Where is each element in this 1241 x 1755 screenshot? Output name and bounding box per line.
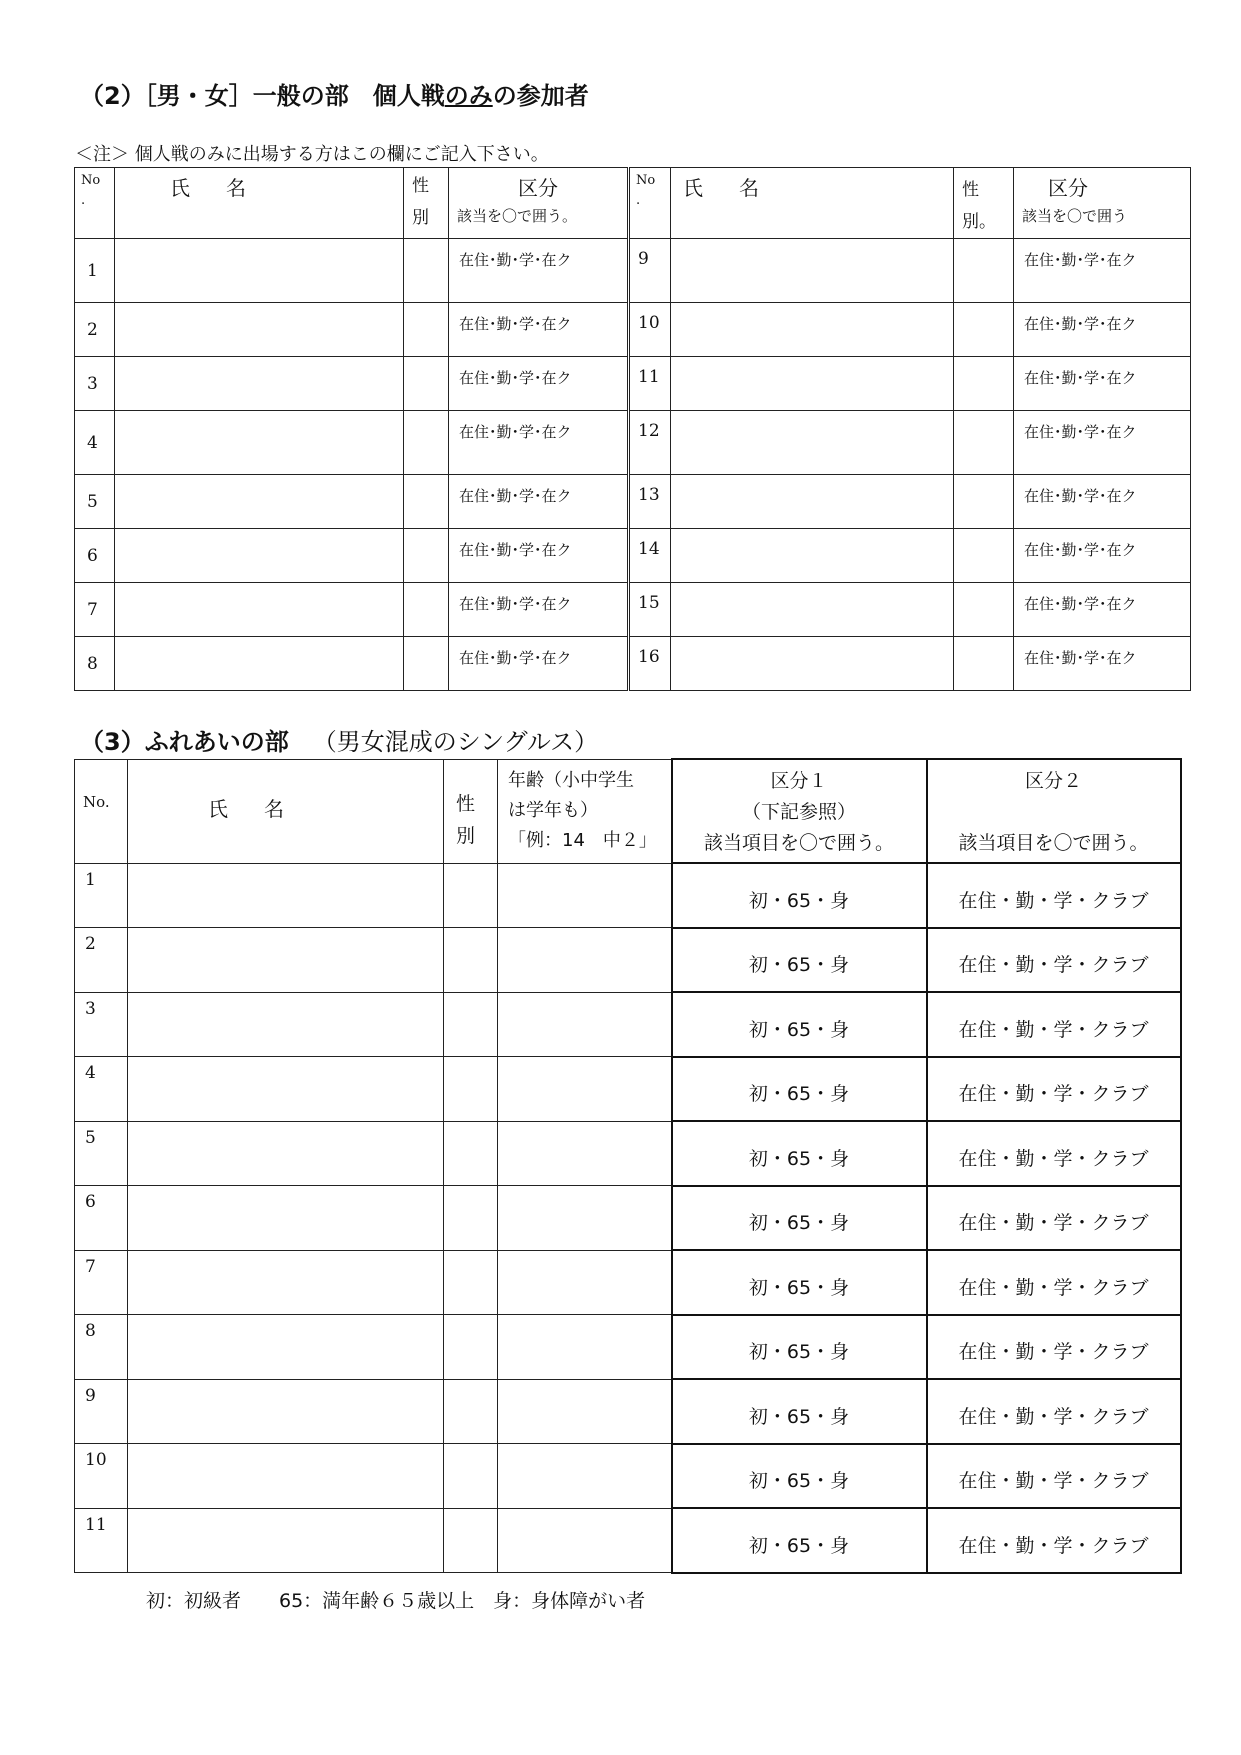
name-field[interactable] bbox=[115, 475, 404, 529]
row-number: 6 bbox=[75, 1186, 128, 1251]
sex-field[interactable] bbox=[404, 583, 449, 637]
sex-field[interactable] bbox=[404, 411, 449, 475]
sex-field[interactable] bbox=[954, 529, 1014, 583]
name-field[interactable] bbox=[128, 863, 444, 928]
kubun2-options[interactable]: 在住・勤・学・クラブ bbox=[927, 1508, 1181, 1573]
name-field[interactable] bbox=[128, 1250, 444, 1315]
kubun-legend: 初：初級者 65：満年齢６５歳以上 身：身体障がい者 bbox=[146, 1590, 646, 1612]
individual-row bbox=[75, 637, 1191, 691]
fureai-row bbox=[75, 863, 1181, 928]
name-field[interactable] bbox=[128, 1057, 444, 1122]
name-field[interactable] bbox=[671, 529, 954, 583]
fureai-entry-table bbox=[74, 758, 1182, 1574]
fureai-row bbox=[75, 1186, 1181, 1251]
individual-row bbox=[75, 529, 1191, 583]
kubun-options[interactable]: 在住･勤･学･在ク bbox=[449, 357, 629, 411]
header-name: 氏 名 bbox=[128, 759, 444, 863]
name-field[interactable] bbox=[128, 992, 444, 1057]
row-number: 14 bbox=[629, 529, 671, 583]
name-field[interactable] bbox=[128, 1186, 444, 1251]
fureai-row bbox=[75, 1121, 1181, 1186]
age-field[interactable] bbox=[498, 1250, 672, 1315]
name-field[interactable] bbox=[115, 239, 404, 303]
header-kubun1: 区分１ （下記参照） 該当項目を〇で囲う。 bbox=[672, 759, 927, 863]
row-number: 12 bbox=[629, 411, 671, 475]
name-field[interactable] bbox=[128, 1121, 444, 1186]
header-sex: 性 別 bbox=[444, 759, 498, 863]
kubun1-options[interactable]: 初・65・身 bbox=[672, 1057, 927, 1122]
fureai-row bbox=[75, 1444, 1181, 1509]
sex-field[interactable] bbox=[444, 928, 498, 993]
name-field[interactable] bbox=[115, 529, 404, 583]
sex-field[interactable] bbox=[404, 529, 449, 583]
sex-field[interactable] bbox=[404, 239, 449, 303]
row-number: 13 bbox=[629, 475, 671, 529]
individual-header-row bbox=[75, 168, 1191, 239]
row-number: 7 bbox=[75, 583, 115, 637]
name-field[interactable] bbox=[115, 637, 404, 691]
sex-field[interactable] bbox=[444, 863, 498, 928]
individual-row bbox=[75, 303, 1191, 357]
fureai-row bbox=[75, 1057, 1181, 1122]
row-number: 1 bbox=[75, 863, 128, 928]
name-field[interactable] bbox=[128, 1379, 444, 1444]
kubun1-options[interactable]: 初・65・身 bbox=[672, 1379, 927, 1444]
name-field[interactable] bbox=[671, 239, 954, 303]
section3-title-text: ）ふれあいの部 bbox=[120, 728, 289, 756]
age-field[interactable] bbox=[498, 1315, 672, 1380]
kubun-options[interactable]: 在住･勤･学･在ク bbox=[449, 637, 629, 691]
age-field[interactable] bbox=[498, 1186, 672, 1251]
section2-note: ＜注＞ 個人戦のみに出場する方はこの欄にご記入下さい。 bbox=[75, 144, 549, 165]
name-field[interactable] bbox=[128, 1444, 444, 1509]
sex-field[interactable] bbox=[954, 411, 1014, 475]
age-field[interactable] bbox=[498, 1444, 672, 1509]
section3-title bbox=[80, 722, 598, 757]
kubun2-options[interactable]: 在住・勤・学・クラブ bbox=[927, 1444, 1181, 1509]
sex-field[interactable] bbox=[444, 1057, 498, 1122]
fureai-row bbox=[75, 1315, 1181, 1380]
kubun-options[interactable]: 在住･勤･学･在ク bbox=[1014, 583, 1191, 637]
row-number: 2 bbox=[75, 928, 128, 993]
kubun1-options[interactable]: 初・65・身 bbox=[672, 1250, 927, 1315]
kubun-options[interactable]: 在住･勤･学･在ク bbox=[449, 583, 629, 637]
row-number: 2 bbox=[75, 303, 115, 357]
header-kubun-label: 区分 bbox=[518, 176, 558, 200]
fureai-row bbox=[75, 1379, 1181, 1444]
sex-field[interactable] bbox=[954, 239, 1014, 303]
individual-entry-table bbox=[74, 167, 1191, 691]
header-kubun-left bbox=[449, 168, 629, 239]
name-field[interactable] bbox=[115, 583, 404, 637]
individual-row bbox=[75, 411, 1191, 475]
header-kubun-right bbox=[1014, 168, 1191, 239]
kubun2-options[interactable]: 在住・勤・学・クラブ bbox=[927, 1186, 1181, 1251]
sex-field[interactable] bbox=[444, 1186, 498, 1251]
row-number: 10 bbox=[75, 1444, 128, 1509]
name-field[interactable] bbox=[115, 411, 404, 475]
kubun2-options[interactable]: 在住・勤・学・クラブ bbox=[927, 1315, 1181, 1380]
name-field[interactable] bbox=[671, 303, 954, 357]
fureai-row bbox=[75, 1250, 1181, 1315]
age-field[interactable] bbox=[498, 863, 672, 928]
individual-row bbox=[75, 583, 1191, 637]
sex-field[interactable] bbox=[954, 637, 1014, 691]
row-number: 1 bbox=[75, 239, 115, 303]
row-number: 11 bbox=[629, 357, 671, 411]
row-number: 15 bbox=[629, 583, 671, 637]
individual-row bbox=[75, 475, 1191, 529]
age-field[interactable] bbox=[498, 1508, 672, 1573]
section2-title-number: 2 bbox=[104, 82, 121, 110]
kubun-options[interactable]: 在住･勤･学･在ク bbox=[449, 411, 629, 475]
age-field[interactable] bbox=[498, 992, 672, 1057]
sex-field[interactable] bbox=[954, 583, 1014, 637]
individual-row bbox=[75, 239, 1191, 303]
section3-title-open: （ bbox=[80, 728, 104, 756]
sex-field[interactable] bbox=[444, 992, 498, 1057]
section2-title-underlined: のみ bbox=[444, 82, 493, 110]
kubun2-options[interactable]: 在住・勤・学・クラブ bbox=[927, 863, 1181, 928]
header-kubun-instruction: 該当を〇で囲う。 bbox=[457, 207, 578, 225]
section3-title-subtitle: （男女混成のシングルス） bbox=[312, 728, 599, 756]
section2-title bbox=[80, 76, 589, 111]
header-sex-left: 性 別 bbox=[404, 168, 449, 239]
kubun-options[interactable]: 在住･勤･学･在ク bbox=[1014, 637, 1191, 691]
fureai-row bbox=[75, 992, 1181, 1057]
header-sex-right: 性 別。 bbox=[954, 168, 1014, 239]
name-field[interactable] bbox=[671, 411, 954, 475]
section2-title-tail: の参加者 bbox=[492, 82, 589, 110]
kubun1-options[interactable]: 初・65・身 bbox=[672, 1315, 927, 1380]
row-number: 4 bbox=[75, 411, 115, 475]
sex-field[interactable] bbox=[404, 475, 449, 529]
kubun2-options[interactable]: 在住・勤・学・クラブ bbox=[927, 1057, 1181, 1122]
kubun-options[interactable]: 在住･勤･学･在ク bbox=[449, 475, 629, 529]
row-number: 5 bbox=[75, 1121, 128, 1186]
section2-title-open: （ bbox=[80, 82, 104, 110]
row-number: 3 bbox=[75, 357, 115, 411]
section3-title-number: 3 bbox=[104, 728, 121, 756]
row-number: 8 bbox=[75, 637, 115, 691]
kubun1-options[interactable]: 初・65・身 bbox=[672, 1444, 927, 1509]
age-field[interactable] bbox=[498, 928, 672, 993]
row-number: 5 bbox=[75, 475, 115, 529]
age-field[interactable] bbox=[498, 1057, 672, 1122]
kubun-options[interactable]: 在住･勤･学･在ク bbox=[449, 303, 629, 357]
sex-field[interactable] bbox=[954, 475, 1014, 529]
header-no-left: No . bbox=[75, 168, 115, 239]
header-kubun-instruction: 該当を〇で囲う bbox=[1022, 207, 1128, 225]
row-number: 16 bbox=[629, 637, 671, 691]
header-age: 年齢（小中学生 は学年も） 「例：14 中２」 bbox=[498, 759, 672, 863]
row-number: 7 bbox=[75, 1250, 128, 1315]
kubun1-options[interactable]: 初・65・身 bbox=[672, 992, 927, 1057]
name-field[interactable] bbox=[671, 583, 954, 637]
fureai-header-row bbox=[75, 759, 1181, 863]
kubun1-options[interactable]: 初・65・身 bbox=[672, 1508, 927, 1573]
sex-field[interactable] bbox=[444, 1508, 498, 1573]
kubun2-options[interactable]: 在住・勤・学・クラブ bbox=[927, 1250, 1181, 1315]
header-no: No. bbox=[75, 759, 128, 863]
kubun2-options[interactable]: 在住・勤・学・クラブ bbox=[927, 928, 1181, 993]
age-field[interactable] bbox=[498, 1379, 672, 1444]
fureai-row bbox=[75, 928, 1181, 993]
name-field[interactable] bbox=[128, 1508, 444, 1573]
header-kubun2: 区分２ 該当項目を〇で囲う。 bbox=[927, 759, 1181, 863]
kubun2-options[interactable]: 在住・勤・学・クラブ bbox=[927, 992, 1181, 1057]
name-field[interactable] bbox=[671, 475, 954, 529]
kubun-options[interactable]: 在住･勤･学･在ク bbox=[1014, 357, 1191, 411]
row-number: 10 bbox=[629, 303, 671, 357]
kubun1-options[interactable]: 初・65・身 bbox=[672, 928, 927, 993]
sex-field[interactable] bbox=[954, 357, 1014, 411]
kubun-options[interactable]: 在住･勤･学･在ク bbox=[1014, 529, 1191, 583]
sex-field[interactable] bbox=[444, 1315, 498, 1380]
sex-field[interactable] bbox=[954, 303, 1014, 357]
row-number: 9 bbox=[75, 1379, 128, 1444]
kubun-options[interactable]: 在住･勤･学･在ク bbox=[1014, 475, 1191, 529]
row-number: 11 bbox=[75, 1508, 128, 1573]
kubun-options[interactable]: 在住･勤･学･在ク bbox=[1014, 303, 1191, 357]
kubun-options[interactable]: 在住･勤･学･在ク bbox=[449, 239, 629, 303]
sex-field[interactable] bbox=[404, 357, 449, 411]
name-field[interactable] bbox=[671, 357, 954, 411]
sex-field[interactable] bbox=[404, 303, 449, 357]
kubun2-options[interactable]: 在住・勤・学・クラブ bbox=[927, 1121, 1181, 1186]
header-no-right: No . bbox=[629, 168, 671, 239]
row-number: 8 bbox=[75, 1315, 128, 1380]
kubun-options[interactable]: 在住･勤･学･在ク bbox=[449, 529, 629, 583]
kubun2-options[interactable]: 在住・勤・学・クラブ bbox=[927, 1379, 1181, 1444]
row-number: 4 bbox=[75, 1057, 128, 1122]
fureai-row bbox=[75, 1508, 1181, 1573]
kubun1-options[interactable]: 初・65・身 bbox=[672, 863, 927, 928]
row-number: 6 bbox=[75, 529, 115, 583]
kubun-options[interactable]: 在住･勤･学･在ク bbox=[1014, 239, 1191, 303]
sex-field[interactable] bbox=[404, 637, 449, 691]
sex-field[interactable] bbox=[444, 1379, 498, 1444]
kubun1-options[interactable]: 初・65・身 bbox=[672, 1186, 927, 1251]
header-name-right: 氏 名 bbox=[671, 168, 954, 239]
sex-field[interactable] bbox=[444, 1444, 498, 1509]
name-field[interactable] bbox=[128, 928, 444, 993]
row-number: 9 bbox=[629, 239, 671, 303]
name-field[interactable] bbox=[128, 1315, 444, 1380]
name-field[interactable] bbox=[671, 637, 954, 691]
sex-field[interactable] bbox=[444, 1250, 498, 1315]
name-field[interactable] bbox=[115, 303, 404, 357]
name-field[interactable] bbox=[115, 357, 404, 411]
header-kubun-label: 区分 bbox=[1048, 176, 1088, 200]
section2-title-text: ）［男・女］一般の部 個人戦 bbox=[120, 82, 445, 110]
individual-row bbox=[75, 357, 1191, 411]
sex-field[interactable] bbox=[444, 1121, 498, 1186]
kubun-options[interactable]: 在住･勤･学･在ク bbox=[1014, 411, 1191, 475]
age-field[interactable] bbox=[498, 1121, 672, 1186]
row-number: 3 bbox=[75, 992, 128, 1057]
header-name-left: 氏 名 bbox=[115, 168, 404, 239]
kubun1-options[interactable]: 初・65・身 bbox=[672, 1121, 927, 1186]
